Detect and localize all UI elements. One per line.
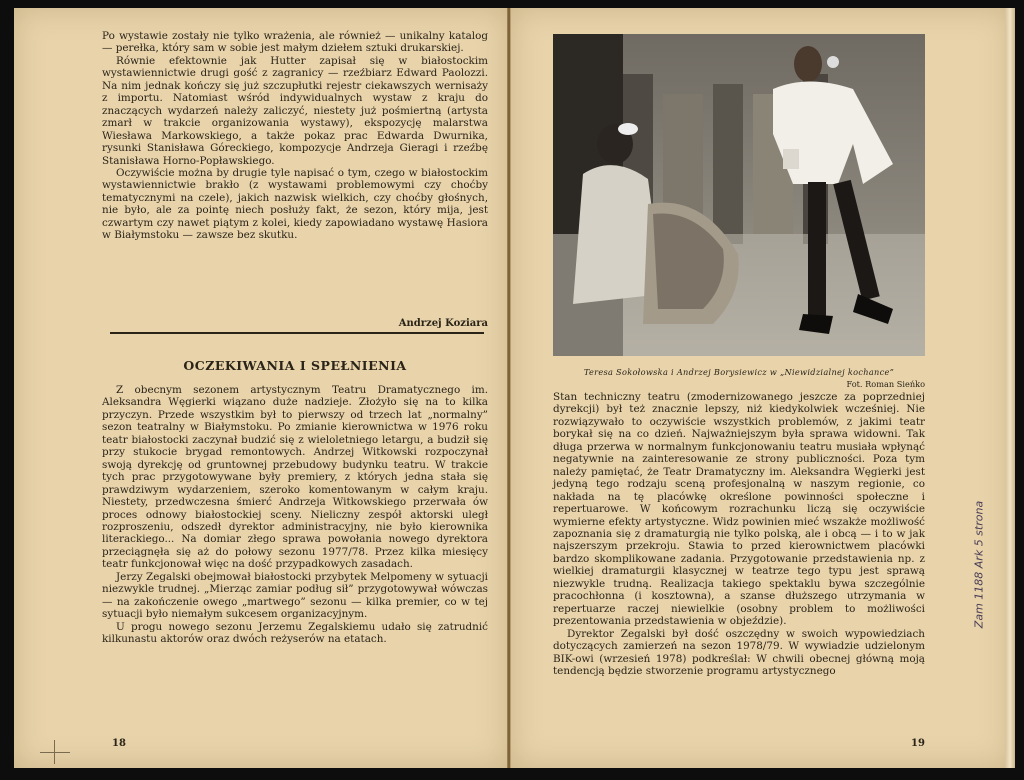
paragraph: Stan techniczny teatru (zmodernizowanego jeszcze za poprzedniej dyrekcji) był też znacznie lepszy, niż kiedykolwiek wcześniej. Nie rozwiązywało to oczywiście wszystkich problemów, z jakimi teatr borykał się na co dzień. Najważniejszym była sprawa widowni. Tak długa przerwa w normalnym funkcjonowaniu teatru musiała wpłynąć negatywnie na zainteresowanie ze strony publiczności. Poza tym należy pamiętać, że Teatr Dramatyczny im. Aleksandra Węgierki jest jedyną tego rodzaju sceną profesjonalną w naszym regionie, co nakłada na tę placówkę określone powinności społeczne i repertuarowe. W końcowym rozrachunku liczą się oczywiście wymierne efekty artystyczne. Widz powinien mieć wszakże możliwość zapoznania się z dramaturgią nie tylko polską, ale i obcą — i to w jak najszerszym przekroju. Stawia to przed kierownictwem placówki bardzo skomplikowane zadania. Przygotowanie przedstawienia np. z wielkiej dramaturgii klasycznej w teatrze tego typu jest sprawą niezwykle trudną. Realizacja takiego spektaklu bywa szczególnie pracochłonna (i kosztowna), a szanse dłuższego utrzymania w repertuarze raczej niewielkie (osobny problem to możliwości prezentowania przedstawienia w objeździe). xyxy=(553,391,925,628)
author-signature: Andrzej Koziara xyxy=(398,318,488,329)
book-spread xyxy=(14,8,1010,772)
handwritten-note-text: Zam 1188 Ark 5 strona xyxy=(972,500,986,629)
photo-caption: Teresa Sokołowska i Andrzej Borysiewicz w „Niewidzialnej kochance” xyxy=(583,367,895,377)
theatre-photo-icon xyxy=(553,34,925,356)
photo-credit: Fot. Roman Sieńko xyxy=(846,379,925,389)
paragraph: Równie efektownie jak Hutter zapisał się w białostockim wystawiennictwie drugi gość z zagranicy — rzeźbiarz Edward Paolozzi. Na nim jednak kończy się już szczupłutki rejestr ciekawszych wernisaży z importu. Natomiast wśród indywidualnych wystaw z kraju do znaczących wydarzeń należy zaliczyć, niestety już pośmiertną (artysta zmarł w trakcie organizowania wystawy), ekspozycję malarstwa Wiesława Markowskiego, a także pokaz prac Edwarda Dwurnika, rysunki Stanisława Góreckiego, kompozycje Andrzeja Gieragi i rzeźbę Stanisława Horno-Popławskiego. xyxy=(102,54,488,167)
handwritten-note xyxy=(959,478,999,658)
right-page xyxy=(510,8,1011,768)
article-text xyxy=(102,384,488,646)
paragraph: U progu nowego sezonu Jerzemu Zegalskiemu udało się zatrudnić kilkunastu aktorów oraz dwóch reżyserów na etatach. xyxy=(102,620,488,646)
crop-mark xyxy=(40,752,70,753)
paragraph: Z obecnym sezonem artystycznym Teatru Dramatycznego im. Aleksandra Węgierki wiązano duże nadzieje. Złożyło się na to kilka przyczyn. Przede wszystkim był to pierwszy od trzech lat „normalny” sezon teatralny w Białymstoku. Po zmianie kierownictwa w 1976 roku teatr białostocki zaczynał budzić się z wieloletniego letargu, a budził się przy stukocie brygad remontowych. Andrzej Witkowski rozpoczynał swoją dyrekcję od gruntownej przebudowy budynku teatru. W trakcie tych prac przygotowywane były premiery, z których jedna stała się prawdziwym wydarzeniem, szeroko komentowanym w całym kraju. Niestety, przedwczesna śmierć Andrzeja Witkowskiego przerwała ów proces odnowy białostockiej sceny. Nieliczny zespół aktorski uległ rozproszeniu, odszedł dyrektor administracyjny, nie było kierownika literackiego... Na domiar złego sprawa powołania nowego dyrektora przeciągnęła się aż do połowy sezonu 1977/78. Przez kilka miesięcy teatr funkcjonował więc na dość przypadkowych zasadach. xyxy=(102,384,488,571)
paragraph: Jerzy Zegalski obejmował białostocki przybytek Melpomeny w sytuacji niezwykle trudnej. „Mierząc zamiar podług sił” przygotowywał wówczas — na zakończenie owego „martwego” sezonu — kilka premier, co w tej sytuacji było niemałym sukcesem organizacyjnym. xyxy=(102,570,488,621)
page-edge xyxy=(1005,8,1015,768)
crop-mark xyxy=(54,740,55,764)
section-divider xyxy=(110,332,484,334)
paragraph: Oczywiście można by drugie tyle napisać o tym, czego w białostockim wystawiennictwie brakło (z wystawami problemowymi czy choćby tematycznymi na czele), jakich nazwisk wielkich, czy choćby głośnych, nie było, ale za pointę niech posłuży fakt, że sezon, który mija, jest czwartym czy nawet piątym z kolei, kiedy zapowiadano wystawę Hasiora w Białymstoku — zawsze bez skutku. xyxy=(102,166,488,242)
paragraph: Dyrektor Zegalski był dość oszczędny w swoich wypowiedziach dotyczących zamierzeń na sezon 1978/79. W wywiadzie udzielonym BIK-owi (wrzesień 1978) podkreślał: W chwili obecnej główną moją tendencją będzie stworzenie programu artystycznego xyxy=(553,627,925,677)
page-number: 18 xyxy=(112,738,126,749)
paragraph: Po wystawie zostały nie tylko wrażenia, ale również — unikalny katalog — perełka, który sam w sobie jest małym dziełem sztuki drukarskiej. xyxy=(102,30,488,55)
article-title: OCZEKIWANIA I SPEŁNIENIA xyxy=(183,358,407,373)
page-number: 19 xyxy=(911,738,925,749)
article-continuation xyxy=(553,391,925,677)
left-page xyxy=(14,8,509,768)
intro-text xyxy=(102,30,488,242)
